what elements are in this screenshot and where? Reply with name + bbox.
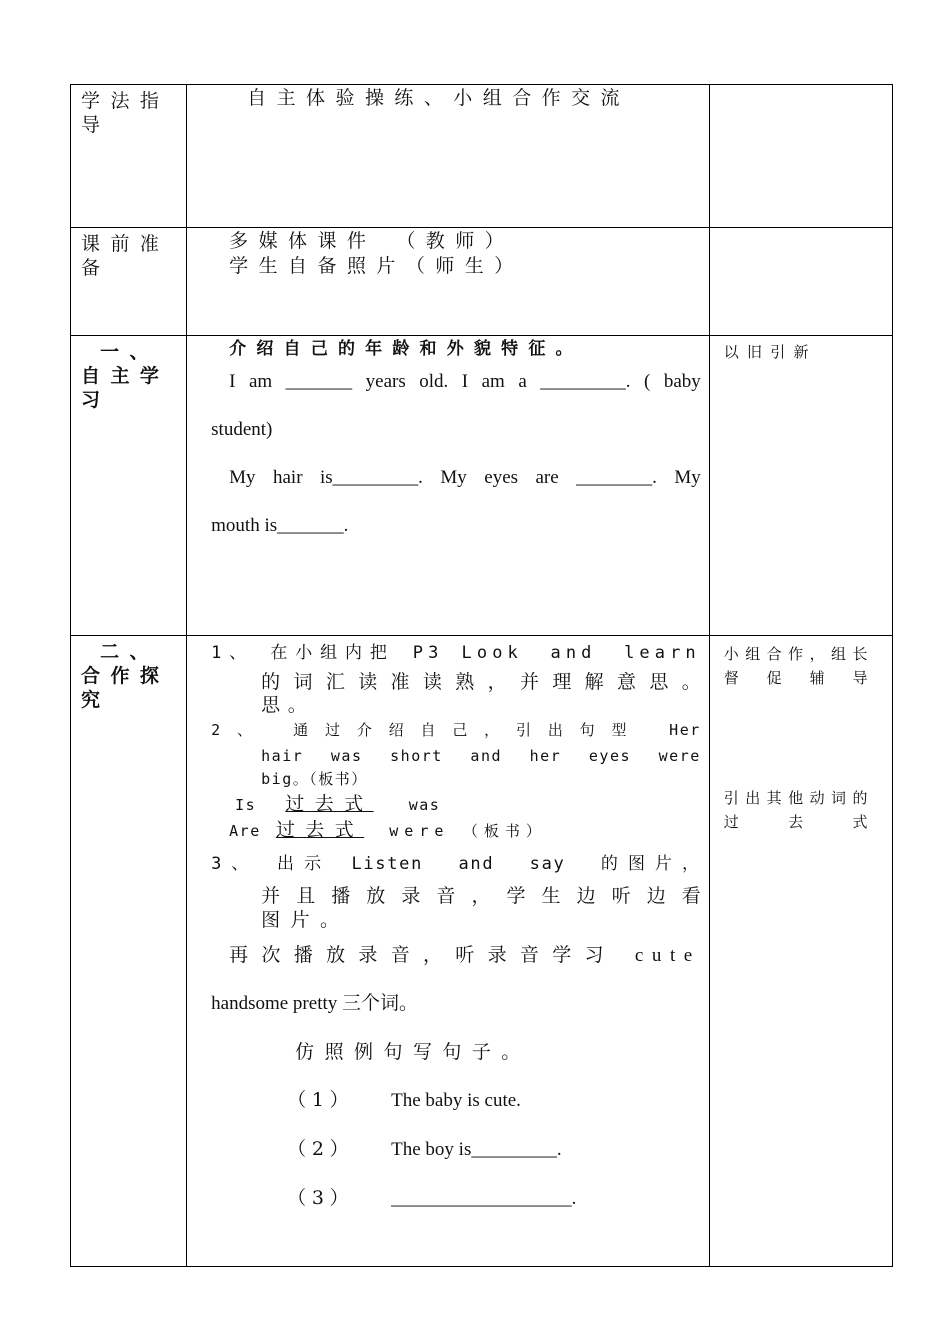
replay-line-a: 再次播放录音，听录音学习 cute bbox=[229, 945, 701, 966]
note-cooperation-a: 小组合作，组长督促辅导 bbox=[723, 645, 872, 687]
note-preparation bbox=[709, 228, 892, 336]
is-word: Is bbox=[235, 796, 257, 814]
example-1-text: The baby is cute. bbox=[391, 1090, 521, 1111]
is-past-label: 过去式 bbox=[285, 793, 374, 815]
self-study-line-4: mouth is_______. bbox=[211, 515, 349, 536]
example-1-num: （1） bbox=[287, 1089, 355, 1111]
example-2 bbox=[211, 1125, 701, 1174]
note-cooperation bbox=[709, 636, 892, 1267]
are-were-line bbox=[211, 819, 701, 842]
example-2-text: The boy is_________. bbox=[391, 1139, 562, 1160]
prep-line-1: 多媒体课件 （教师） bbox=[229, 230, 515, 252]
step2-line-c: big。（板书） bbox=[261, 770, 368, 788]
row-self-study bbox=[71, 336, 893, 636]
label-cooperation-num: 二、 bbox=[100, 641, 160, 663]
row-study-method bbox=[71, 85, 893, 228]
label-cooperation-text: 合作探究 bbox=[81, 665, 170, 711]
step2-line-a-text: 2、 通过介绍自己，引出句型 Her bbox=[211, 721, 701, 739]
note-cooperation-b: 引出其他动词的过去式 bbox=[723, 789, 872, 831]
step3-line-c: 图片。 bbox=[261, 909, 350, 931]
are-word: Are bbox=[229, 822, 261, 840]
step1-line-b: 的词汇读准读熟，并理解意思。 bbox=[261, 671, 701, 693]
replay-line-b: handsome pretty 三个词。 bbox=[211, 993, 418, 1014]
note-self-study: 以旧引新 bbox=[709, 336, 892, 636]
label-cooperation bbox=[71, 636, 187, 1267]
were-word: were （板书） bbox=[389, 822, 547, 840]
content-preparation bbox=[187, 228, 710, 336]
row-preparation bbox=[71, 228, 893, 336]
step1-line-a: 1、 在小组内把 P3 Look and learn bbox=[211, 643, 701, 663]
content-cooperation bbox=[187, 636, 710, 1267]
example-1 bbox=[211, 1076, 701, 1125]
label-self-study-text: 自主学习 bbox=[81, 365, 170, 411]
label-self-study bbox=[71, 336, 187, 636]
label-preparation: 课前准备 bbox=[71, 228, 187, 336]
label-self-study-num: 一、 bbox=[100, 341, 160, 363]
step2-line-a bbox=[211, 715, 701, 744]
step1-line-c: 思。 bbox=[261, 694, 315, 716]
label-study-method: 学法指导 bbox=[71, 85, 187, 228]
self-study-line-3: My hair is_________. My eyes are ________. My bbox=[229, 467, 701, 488]
lesson-plan-table bbox=[70, 84, 893, 1267]
example-2-num: （2） bbox=[287, 1138, 355, 1160]
content-study-method bbox=[187, 85, 710, 228]
self-study-line-2: student) bbox=[211, 419, 273, 440]
imitate-heading: 仿照例句写句子。 bbox=[295, 1041, 531, 1063]
note-study-method bbox=[709, 85, 892, 228]
self-study-heading: 介绍自己的年龄和外貌特征。 bbox=[229, 339, 583, 359]
are-past-label: 过去式 bbox=[275, 819, 365, 841]
self-study-line-1: I am _______ years old. I am a _________. ( baby bbox=[229, 371, 701, 392]
example-3-text: ___________________. bbox=[391, 1188, 577, 1209]
example-3-num: （3） bbox=[287, 1187, 355, 1209]
step3-line-a: 3、 出示 Listen and say 的图片， bbox=[211, 854, 701, 874]
was-word: was bbox=[408, 796, 441, 814]
row-cooperation bbox=[71, 636, 893, 1267]
content-self-study bbox=[187, 336, 710, 636]
study-method-text: 自主体验操练、小组合作交流 bbox=[247, 87, 630, 109]
step3-line-b: 并且播放录音，学生边听边看 bbox=[261, 885, 701, 907]
prep-line-2: 学生自备照片（师生） bbox=[229, 255, 524, 277]
is-was-line bbox=[211, 790, 701, 819]
step2-line-b: hair was short and her eyes were bbox=[261, 747, 701, 765]
example-3 bbox=[211, 1174, 701, 1223]
